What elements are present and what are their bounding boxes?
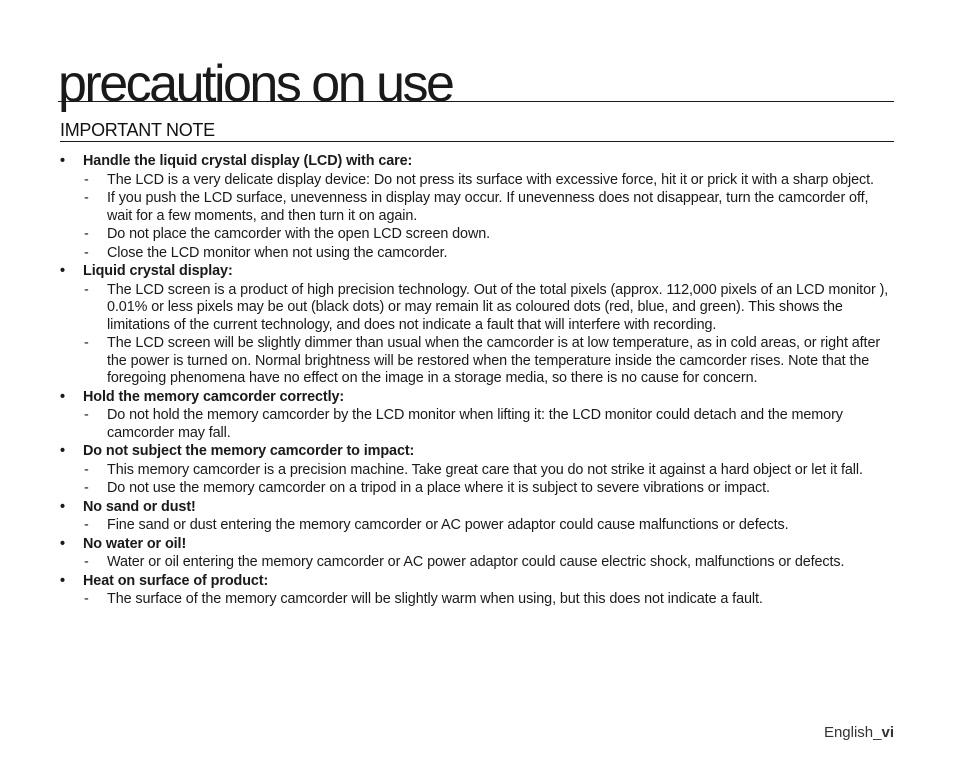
note-item [60, 153, 896, 262]
note-sub-item-text: The surface of the memory camcorder will be slightly warm when using, but this does not indicate a fault. [107, 591, 763, 607]
bullet-icon: • [60, 263, 65, 279]
note-sub-item [83, 282, 896, 335]
note-sub-item [83, 226, 896, 244]
dash-icon: - [84, 480, 89, 496]
dash-icon: - [84, 461, 89, 478]
note-sub-list [83, 591, 896, 609]
note-sub-item [83, 335, 896, 388]
note-item [60, 263, 896, 388]
section-heading: IMPORTANT NOTE [60, 120, 215, 140]
note-sub-item-text: Water or oil entering the memory camcorder or AC power adaptor could cause electric shock, malfunctions or defects. [107, 554, 845, 570]
note-sub-list [83, 462, 896, 498]
note-sub-item [83, 554, 896, 572]
note-sub-item-text: The LCD screen is a product of high precision technology. Out of the total pixels (approx. 112,000 pixels of an LCD monitor ), 0.01% or less pixels may be out (black dots) or may remain lit as coloured dots (red, blue, and green). This shows the limitations of the current technology, and does not indicate a fault that will interfere with recording. [107, 281, 889, 333]
note-heading: Heat on surface of product: [83, 572, 269, 589]
note-sub-item [83, 517, 896, 535]
note-sub-list [83, 517, 896, 535]
section-rule [60, 141, 894, 142]
note-sub-item-text: This memory camcorder is a precision machine. Take great care that you do not strike it against a hard object or let it fall. [107, 461, 863, 478]
note-sub-item-text: If you push the LCD surface, unevenness in display may occur. If unevenness does not disappear, turn the camcorder off, wait for a few moments, and then turn it on again. [107, 190, 869, 224]
note-item [60, 536, 896, 572]
bullet-icon: • [60, 443, 65, 459]
note-sub-list [83, 407, 896, 442]
note-sub-item [83, 245, 896, 263]
dash-icon: - [84, 244, 89, 261]
bullet-icon: • [60, 153, 65, 169]
note-sub-list [83, 172, 896, 263]
note-sub-item [83, 591, 896, 609]
dash-icon: - [84, 190, 89, 206]
note-sub-item [83, 480, 896, 498]
note-sub-item [83, 190, 896, 225]
note-heading: Handle the liquid crystal display (LCD) with care: [83, 153, 413, 169]
note-sub-list [83, 282, 896, 388]
dash-icon: - [84, 226, 89, 242]
dash-icon: - [84, 554, 89, 570]
bullet-icon: • [60, 535, 65, 552]
note-sub-item-text: Do not place the camcorder with the open LCD screen down. [107, 226, 491, 242]
note-sub-item-text: Close the LCD monitor when not using the camcorder. [107, 244, 448, 261]
dash-icon: - [84, 171, 89, 188]
dash-icon: - [84, 335, 89, 351]
notes-list [60, 153, 896, 610]
footer-language: English_ [823, 724, 882, 741]
footer-page-number: vi [881, 724, 894, 741]
title-rule [58, 101, 894, 102]
dash-icon: - [84, 407, 89, 423]
bullet-icon: • [60, 498, 65, 515]
note-sub-item [83, 172, 896, 190]
note-item [60, 389, 896, 443]
note-item [60, 443, 896, 498]
dash-icon: - [84, 517, 89, 533]
note-heading: Liquid crystal display: [83, 263, 233, 279]
dash-icon: - [84, 281, 89, 298]
note-heading: No water or oil! [83, 535, 187, 552]
page-footer [824, 724, 894, 741]
note-heading: No sand or dust! [83, 498, 196, 515]
note-sub-item-text: Fine sand or dust entering the memory camcorder or AC power adaptor could cause malfunctions or defects. [107, 517, 789, 533]
bullet-icon: • [60, 572, 65, 589]
dash-icon: - [84, 591, 89, 607]
note-sub-item [83, 462, 896, 480]
note-sub-item-text: Do not hold the memory camcorder by the LCD monitor when lifting it: the LCD monitor could detach and the memory camcorder may fall. [107, 407, 843, 441]
note-heading: Hold the memory camcorder correctly: [83, 388, 345, 405]
note-sub-item-text: Do not use the memory camcorder on a tripod in a place where it is subject to severe vibrations or impact. [107, 480, 770, 496]
note-sub-item-text: The LCD screen will be slightly dimmer than usual when the camcorder is at low temperature, as in cold areas, or right after the power is turned on. Normal brightness will be restored when the temperature inside the camcorder rises. Note that the foregoing phenomena have no effect on the image in a storage media, so there is no cause for concern. [107, 335, 881, 386]
bullet-icon: • [60, 388, 65, 405]
note-sub-item [83, 407, 896, 442]
note-heading: Do not subject the memory camcorder to impact: [83, 443, 415, 459]
note-item [60, 573, 896, 609]
page-title: precautions on use [58, 55, 453, 113]
note-sub-item-text: The LCD is a very delicate display device: Do not press its surface with excessive force, hit it or prick it with a sharp object. [107, 171, 874, 188]
note-item [60, 499, 896, 535]
note-sub-list [83, 554, 896, 572]
